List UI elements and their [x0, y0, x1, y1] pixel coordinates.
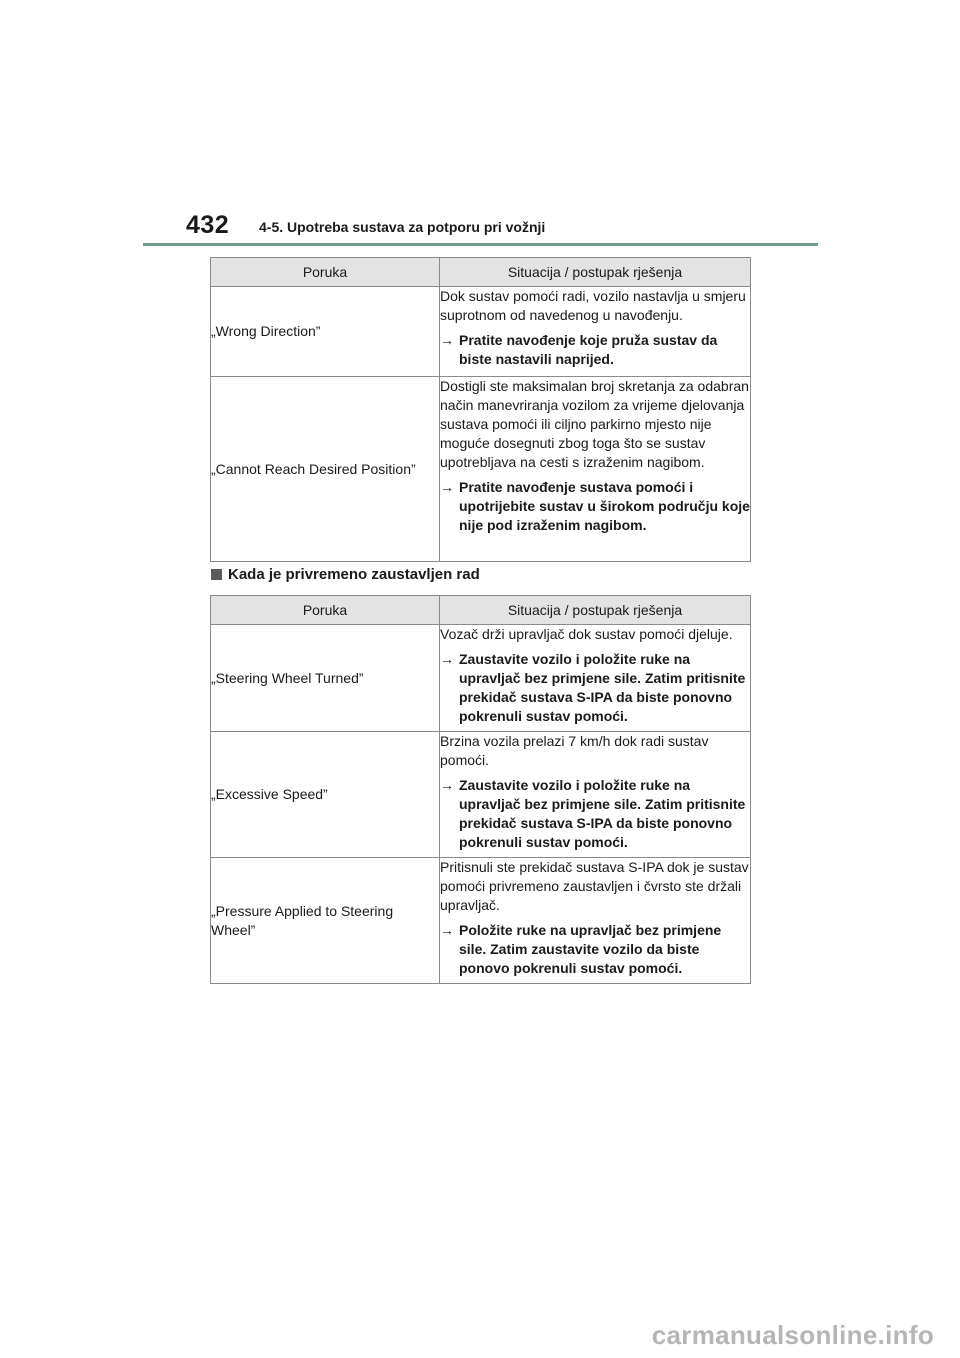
square-bullet-icon: [211, 569, 222, 580]
subheading: [211, 566, 480, 583]
situation-cell: [440, 858, 751, 984]
arrow-icon: →: [440, 777, 454, 793]
message-cell: „Pressure Applied to Steering Wheel”: [211, 858, 440, 984]
situation-text: Dok sustav pomoći radi, vozilo nastavlja u smjeru suprotnom od navedenog u navođenju.: [440, 288, 746, 323]
action-item: [440, 776, 750, 852]
section-title: 4-5. Upotreba sustava za potporu pri vožnji: [259, 219, 546, 235]
arrow-icon: →: [440, 479, 454, 495]
situation-text: Vozač drži upravljač dok sustav pomoći djeluje.: [440, 626, 733, 642]
column-header-situation: Situacija / postupak rješenja: [440, 258, 751, 287]
page-number: 432: [186, 211, 230, 239]
message-cell: „Cannot Reach Desired Position”: [211, 377, 440, 562]
situation-cell: [440, 377, 751, 562]
table-header-row: [211, 596, 751, 625]
situation-text: Dostigli ste maksimalan broj skretanja za odabran način manevriranja vozilom za vrijeme djelovanja sustava pomoći ili ciljno parkirno mjesto nije moguće dosegnuti zbog toga što se sustav upotrebljava na cesti s izraženim nagibom.: [440, 378, 749, 470]
arrow-icon: →: [440, 332, 454, 348]
table-row: [211, 858, 751, 984]
action-item: [440, 921, 750, 978]
message-cell: „Wrong Direction”: [211, 287, 440, 377]
situation-text: Brzina vozila prelazi 7 km/h dok radi sustav pomoći.: [440, 733, 709, 768]
message-cell: „Excessive Speed”: [211, 732, 440, 858]
watermark: carmanualsonline.info: [651, 1320, 934, 1350]
situation-cell: [440, 287, 751, 377]
table-row: [211, 732, 751, 858]
arrow-icon: →: [440, 651, 454, 667]
action-text: Pratite navođenje koje pruža sustav da biste nastavili naprijed.: [459, 332, 718, 367]
action-text: Zaustavite vozilo i položite ruke na upravljač bez primjene sile. Zatim pritisnite prekidač sustava S-IPA da biste ponovno pokrenuli sustav pomoći.: [459, 651, 746, 724]
column-header-message: Poruka: [211, 258, 440, 287]
message-table-1: [210, 257, 751, 562]
action-item: [440, 331, 750, 369]
message-table-2: [210, 595, 751, 984]
situation-cell: [440, 625, 751, 732]
subheading-text: Kada je privremeno zaustavljen rad: [228, 566, 480, 583]
header-rule: [143, 243, 818, 246]
action-text: Pratite navođenje sustava pomoći i upotrijebite sustav u širokom području koje nije pod izraženim nagibom.: [459, 479, 750, 533]
action-text: Položite ruke na upravljač bez primjene sile. Zatim zaustavite vozilo da biste ponovo pokrenuli sustav pomoći.: [459, 922, 722, 976]
action-item: [440, 650, 750, 726]
column-header-message: Poruka: [211, 596, 440, 625]
situation-cell: [440, 732, 751, 858]
column-header-situation: Situacija / postupak rješenja: [440, 596, 751, 625]
table-row: [211, 625, 751, 732]
table-row: [211, 287, 751, 377]
message-cell: „Steering Wheel Turned”: [211, 625, 440, 732]
arrow-icon: →: [440, 922, 454, 938]
situation-text: Pritisnuli ste prekidač sustava S-IPA dok je sustav pomoći privremeno zaustavljen i čvrsto ste držali upravljač.: [440, 859, 749, 913]
action-item: [440, 478, 750, 535]
table-row: [211, 377, 751, 562]
action-text: Zaustavite vozilo i položite ruke na upravljač bez primjene sile. Zatim pritisnite prekidač sustava S-IPA da biste ponovno pokrenuli sustav pomoći.: [459, 777, 746, 850]
table-header-row: [211, 258, 751, 287]
